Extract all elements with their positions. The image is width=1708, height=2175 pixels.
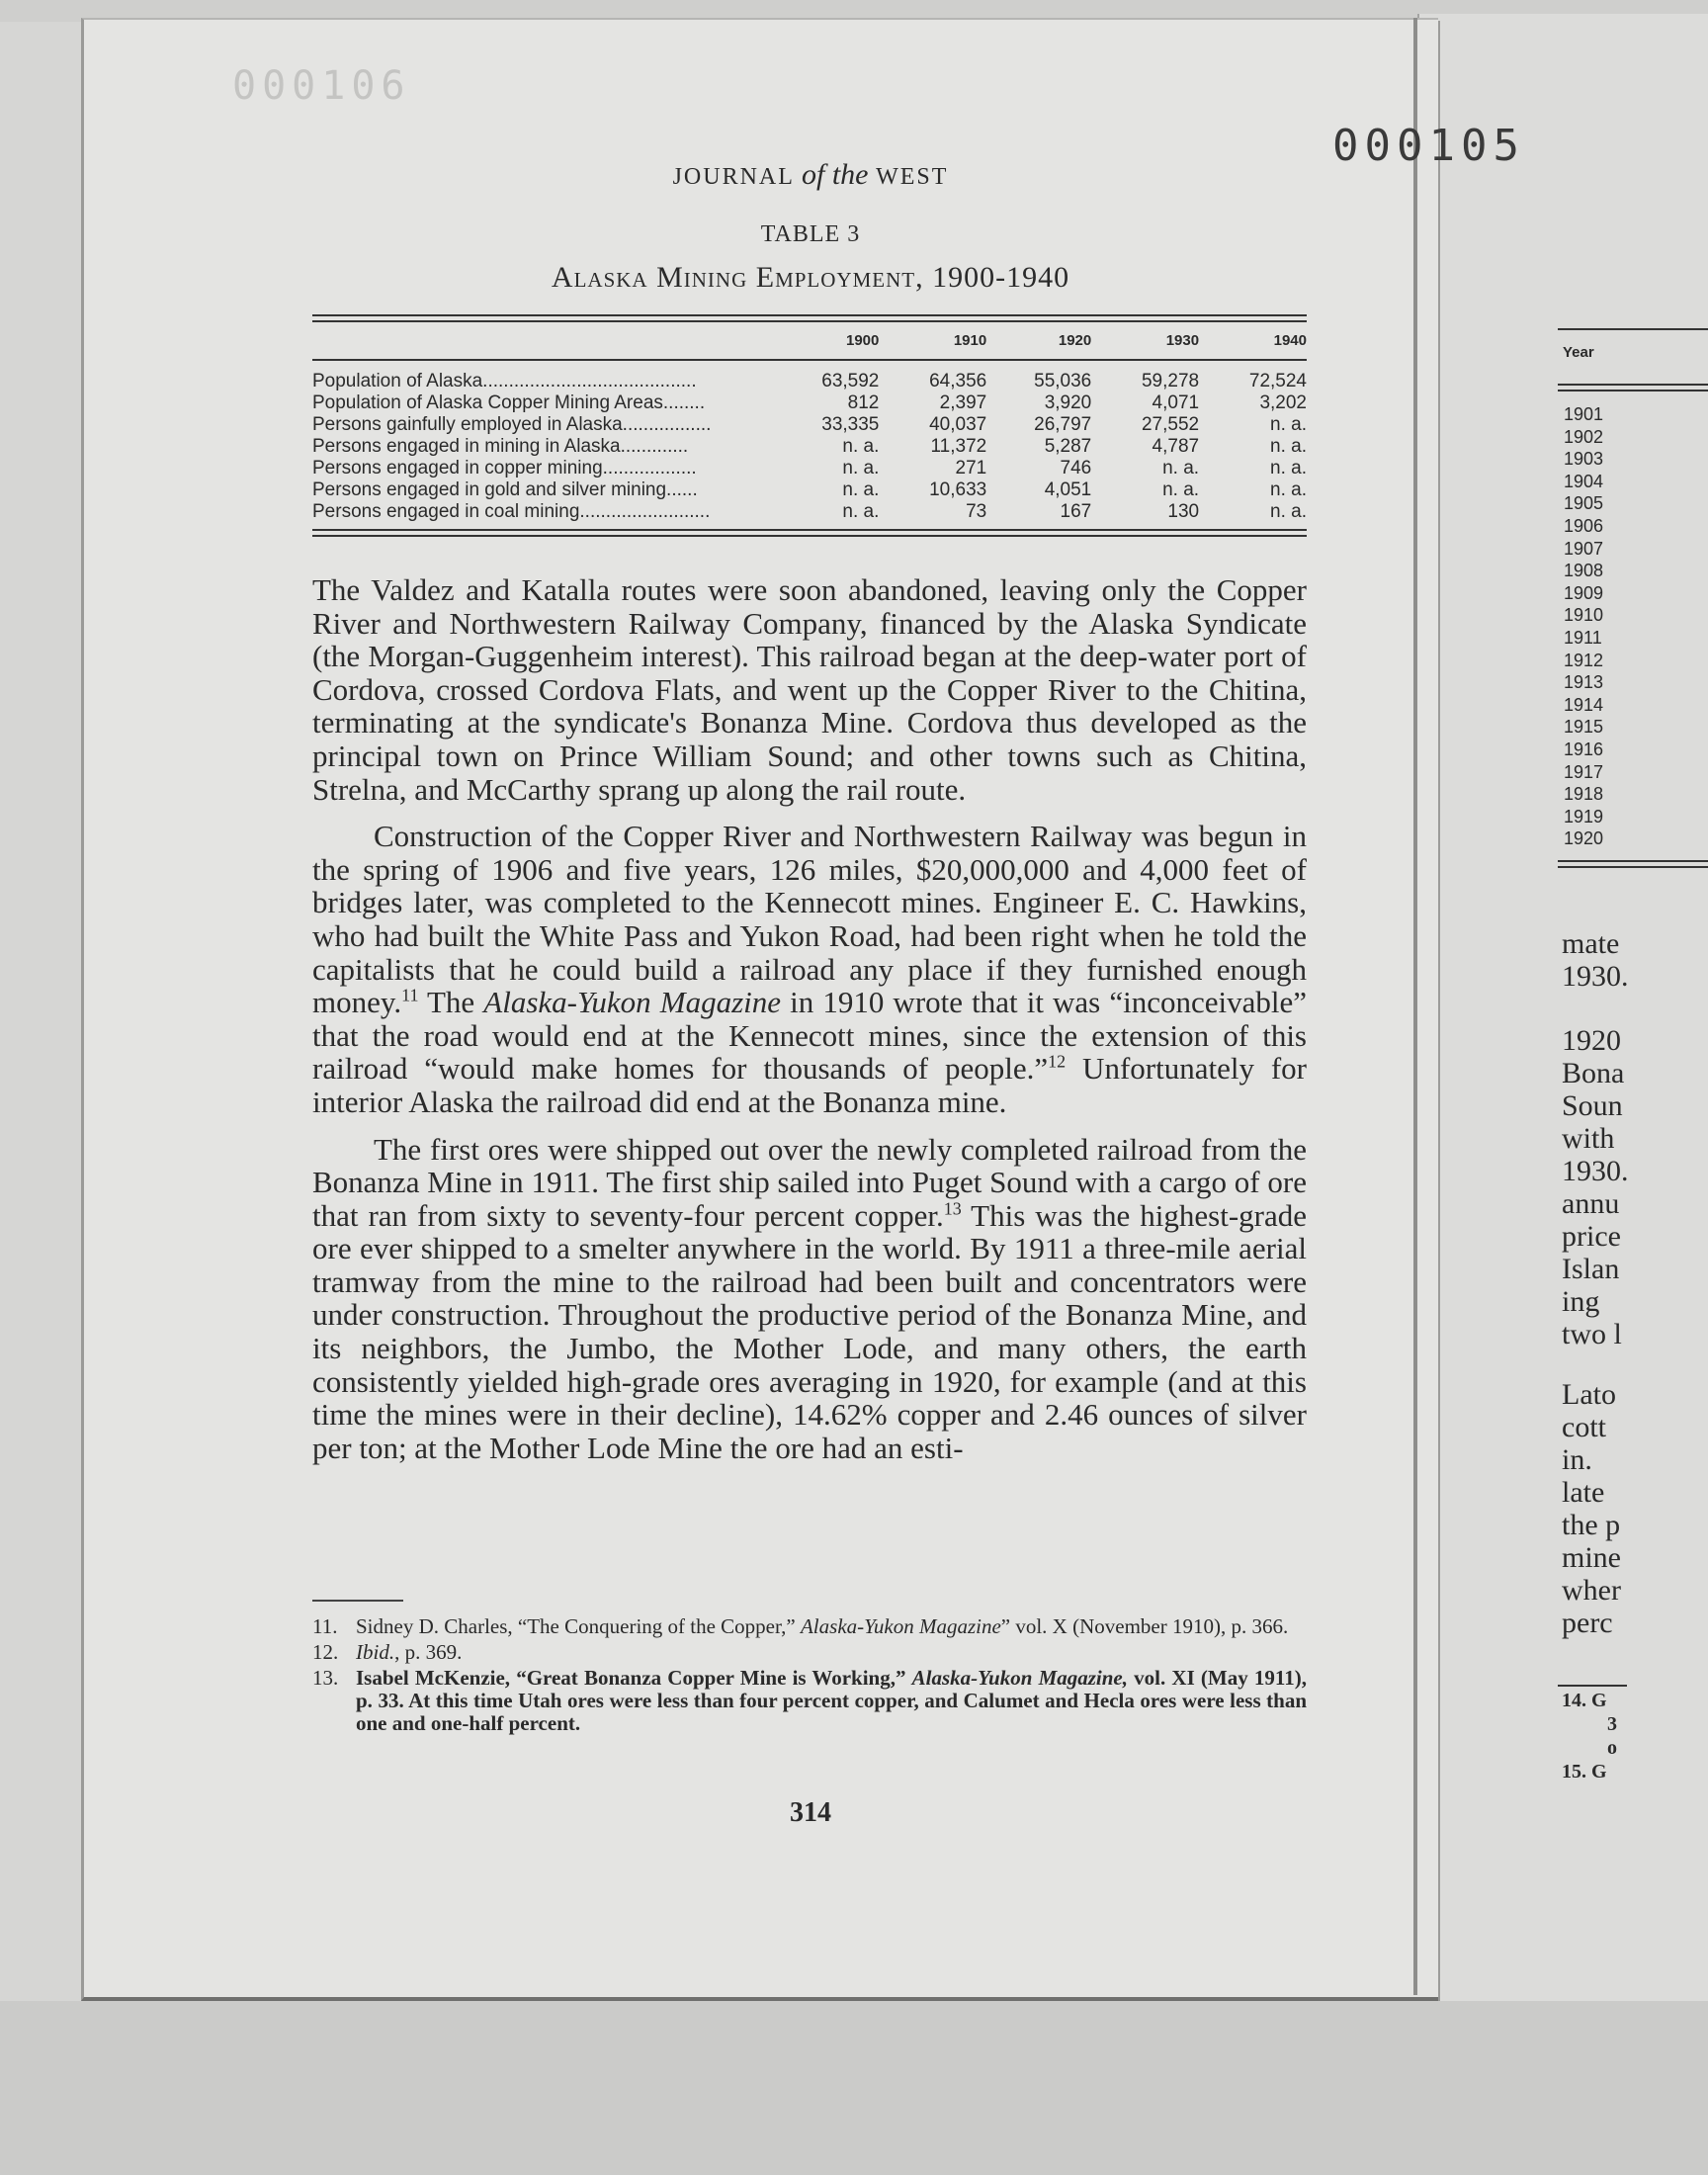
column-header: 1900 xyxy=(846,332,880,349)
column-header: 1940 xyxy=(1273,332,1307,349)
row-label: Persons engaged in gold and silver mining...... xyxy=(312,479,698,500)
adjacent-footnote: 3 xyxy=(1607,1713,1617,1735)
table-cell: 64,356 xyxy=(929,371,987,392)
adjacent-table-rule xyxy=(1558,384,1708,386)
adjacent-year: 1905 xyxy=(1564,493,1604,514)
table-header-row xyxy=(312,322,1307,359)
table-title: Alaska Mining Employment, 1900-1940 xyxy=(551,261,1070,294)
table-cell: 271 xyxy=(955,458,987,478)
table-cell: n. a. xyxy=(1270,479,1307,500)
table-cell: n. a. xyxy=(1270,458,1307,478)
footnote-ref: 12 xyxy=(1048,1051,1067,1072)
paragraph xyxy=(312,573,1307,806)
adjacent-fragment: 1930. xyxy=(1562,960,1629,993)
table-cell: n. a. xyxy=(1270,501,1307,522)
footnote-text xyxy=(356,1667,1307,1735)
table-cell: 3,202 xyxy=(1259,392,1307,413)
adjacent-year: 1918 xyxy=(1564,784,1604,805)
adjacent-fragment: annu xyxy=(1562,1187,1620,1220)
table-cell: 4,787 xyxy=(1152,436,1200,457)
table-cell: 4,051 xyxy=(1044,479,1092,500)
footnote-italic: Alaska-Yukon Magazine, xyxy=(911,1666,1128,1690)
adjacent-year: 1903 xyxy=(1564,449,1604,470)
paragraph xyxy=(312,1133,1307,1465)
journal-italic: of the xyxy=(802,158,869,191)
adjacent-page xyxy=(1417,14,1708,2001)
footnote xyxy=(312,1667,1307,1735)
table-cell: n. a. xyxy=(842,479,880,500)
table-cell: n. a. xyxy=(842,436,880,457)
paragraph-text: in 1910 wrote that it was “inconceivable” that the road would end at the Kennecott mines, since the extension of this railroad “would make homes for thousands of people.” xyxy=(312,985,1307,1087)
table-cell: 55,036 xyxy=(1034,371,1092,392)
label-header xyxy=(312,322,779,359)
column-header: 1930 xyxy=(1165,332,1200,349)
footnote-text xyxy=(356,1641,1307,1664)
adjacent-year: 1901 xyxy=(1564,404,1604,424)
footnote-italic: Ibid. xyxy=(356,1640,395,1664)
paragraph-text: Unfortunately for interior Alaska the railroad did end at the Bonanza mine. xyxy=(312,1051,1307,1119)
adjacent-year: 1913 xyxy=(1564,672,1604,693)
footnote-number: 12. xyxy=(312,1640,339,1664)
adjacent-year: 1914 xyxy=(1564,694,1604,715)
adjacent-table-rule xyxy=(1558,328,1708,330)
paragraph-text: The Valdez and Katalla routes were soon abandoned, leaving only the Copper River and Northwestern Railway Company, financed by the Alaska Syndicate (the Morgan-Guggenheim interest). This railroad began at the deep-water port of Cordova, crossed Cordova Flats, and went up the Copper River to the Chitina, terminating at the syndicate's Bonanza Mine. Cordova thus developed as the principal town on Prince William Sound; and other towns such as Chitina, Strelna, and McCarthy sprang up along the rail route. xyxy=(312,572,1307,807)
table-cell: n. a. xyxy=(1270,436,1307,457)
table-top-rule xyxy=(312,314,1307,316)
paragraph-text: Construction of the Copper River and Northwestern Railway was begun in the spring of 1906 and five years, 126 miles, $20,000,000 and 4,000 feet of bridges later, was completed to the Kennecott mines. Engineer E. C. Hawkins, who had built the White Pass and Yukon Road, had been right when he told the capitalists that he could build a railroad any place if they furnished enough money. xyxy=(312,819,1307,1020)
adjacent-fragment: mine xyxy=(1562,1541,1621,1574)
table-cell: 59,278 xyxy=(1141,371,1200,392)
adjacent-year: 1909 xyxy=(1564,582,1604,603)
footnote-text-part: , p. 369. xyxy=(394,1640,463,1664)
adjacent-fragment: with xyxy=(1562,1122,1615,1155)
table-bottom-rule xyxy=(312,529,1307,531)
page-number: 314 xyxy=(790,1797,831,1828)
table-cell: n. a. xyxy=(1270,414,1307,435)
adjacent-fragment: 1920 xyxy=(1562,1024,1621,1057)
row-label: Population of Alaska Copper Mining Areas........ xyxy=(312,392,706,413)
table-cell: 11,372 xyxy=(930,436,987,457)
adjacent-text-fragments xyxy=(1562,927,1629,1639)
table-row xyxy=(312,414,1307,436)
table-cell: 33,335 xyxy=(821,414,880,435)
adjacent-fragment: 1930. xyxy=(1562,1155,1629,1187)
column-header: 1910 xyxy=(953,332,987,349)
adjacent-fragment: ing xyxy=(1562,1285,1600,1318)
table-cell: 5,287 xyxy=(1044,436,1092,457)
footnote-text-part: Isabel McKenzie, “Great Bonanza Copper Mine is Working,” xyxy=(356,1666,912,1690)
table-cell: 130 xyxy=(1167,501,1200,522)
table-cell: n. a. xyxy=(1162,458,1200,478)
footnote-text-part: vol. XI (May 1911), p. 33. At this time Utah ores were less than four percent copper, and Calumet and Hecla ores were less than one and one-half percent. xyxy=(356,1666,1307,1735)
table-cell: n. a. xyxy=(842,501,880,522)
table-cell: n. a. xyxy=(1162,479,1200,500)
adjacent-footnotes xyxy=(1562,1689,1617,1784)
adjacent-year: 1902 xyxy=(1564,426,1604,447)
footnote xyxy=(312,1641,1307,1664)
table-row xyxy=(312,436,1307,458)
footnote-text-part: Sidney D. Charles, “The Conquering of the Copper,” xyxy=(356,1614,801,1638)
magazine-title: Alaska-Yukon Magazine xyxy=(483,985,782,1020)
adjacent-footnote: o xyxy=(1607,1737,1617,1759)
row-label: Persons engaged in mining in Alaska............. xyxy=(312,436,689,457)
table-row xyxy=(312,392,1307,414)
adjacent-table-rule xyxy=(1558,390,1708,392)
adjacent-fragment: late xyxy=(1562,1476,1605,1509)
table-cell: 73 xyxy=(966,501,987,522)
adjacent-year: 1904 xyxy=(1564,471,1604,491)
footnote-ref: 11 xyxy=(401,985,419,1005)
row-label: Population of Alaska......................................... xyxy=(312,371,697,392)
adjacent-footnote: 14. G xyxy=(1562,1690,1607,1711)
table-row xyxy=(312,501,1307,529)
row-label: Persons engaged in coal mining......................... xyxy=(312,501,711,522)
adjacent-fragment: wher xyxy=(1562,1574,1621,1607)
table-bottom-rule xyxy=(312,535,1307,537)
adjacent-year: 1908 xyxy=(1564,561,1604,581)
row-label: Persons engaged in copper mining.................. xyxy=(312,458,697,478)
journal-word: WEST xyxy=(876,164,949,190)
row-label: Persons gainfully employed in Alaska................. xyxy=(312,414,712,435)
table-row xyxy=(312,479,1307,501)
table-cell: 40,037 xyxy=(929,414,987,435)
adjacent-year: 1916 xyxy=(1564,739,1604,759)
adjacent-footnote-rule xyxy=(1558,1685,1627,1687)
table-cell: 167 xyxy=(1060,501,1092,522)
adjacent-fragment: cott xyxy=(1562,1411,1606,1443)
paragraph-text: The first ores were shipped out over the newly completed railroad from the Bonanza Mine in 1911. The first ship sailed into Puget Sound with a cargo of ore that ran from sixty to seventy-four percent copper. xyxy=(312,1131,1307,1233)
adjacent-fragment: mate xyxy=(1562,927,1620,960)
table-cell: n. a. xyxy=(842,458,880,478)
table-number: TABLE 3 xyxy=(760,221,861,247)
article-body xyxy=(312,573,1307,1478)
adjacent-year: 1912 xyxy=(1564,650,1604,670)
journal-word: JOURNAL xyxy=(672,164,795,190)
footnote-ref: 13 xyxy=(943,1198,962,1219)
adjacent-fragment: Bona xyxy=(1562,1057,1625,1089)
table-cell: 4,071 xyxy=(1152,392,1200,413)
column-header: 1920 xyxy=(1058,332,1092,349)
adjacent-year: 1917 xyxy=(1564,761,1604,782)
page-fold-edge xyxy=(1413,18,1417,1995)
running-header xyxy=(0,158,1621,192)
archive-stamp: 000105 xyxy=(1332,121,1525,171)
footnote-italic: Alaska-Yukon Magazine xyxy=(800,1614,1001,1638)
scan-background-bottom xyxy=(0,2001,1708,2175)
adjacent-fragment: price xyxy=(1562,1220,1621,1253)
adjacent-year-list xyxy=(1564,403,1603,850)
adjacent-year: 1906 xyxy=(1564,515,1604,536)
adjacent-year: 1919 xyxy=(1564,806,1604,826)
adjacent-fragment: the p xyxy=(1562,1509,1621,1541)
table-cell: 746 xyxy=(1060,458,1092,478)
adjacent-fragment: Islan xyxy=(1562,1253,1620,1285)
adjacent-fragment: in. xyxy=(1562,1443,1592,1476)
adjacent-year: 1907 xyxy=(1564,538,1604,559)
footnote-text xyxy=(356,1615,1307,1638)
table-cell: 63,592 xyxy=(821,371,880,392)
adjacent-year: 1920 xyxy=(1564,828,1604,849)
adjacent-year: 1910 xyxy=(1564,605,1604,626)
adjacent-fragment: Soun xyxy=(1562,1089,1623,1122)
table-row xyxy=(312,361,1307,392)
adjacent-footnote: 15. G xyxy=(1562,1761,1607,1783)
table-cell: 10,633 xyxy=(929,479,987,500)
faint-stamp-bleed: 000106 xyxy=(232,63,411,109)
table-cell: 812 xyxy=(847,392,880,413)
footnote-number: 13. xyxy=(312,1666,339,1690)
footnote-text-part: ” vol. X (November 1910), p. 366. xyxy=(1000,1614,1289,1638)
paragraph xyxy=(312,820,1307,1118)
footnotes xyxy=(312,1615,1307,1738)
adjacent-table-rule xyxy=(1558,860,1708,862)
table-cell: 27,552 xyxy=(1141,414,1200,435)
footnote-number: 11. xyxy=(312,1614,338,1638)
table-cell: 26,797 xyxy=(1034,414,1092,435)
footnote xyxy=(312,1615,1307,1638)
footnote-rule xyxy=(312,1600,403,1602)
adjacent-fragment: Lato xyxy=(1562,1378,1616,1411)
table-cell: 2,397 xyxy=(939,392,987,413)
paragraph-text: The xyxy=(418,985,484,1020)
adjacent-fragment: perc xyxy=(1562,1607,1613,1639)
table-cell: 3,920 xyxy=(1044,392,1092,413)
adjacent-fragment: two l xyxy=(1562,1318,1622,1350)
adjacent-year-header: Year xyxy=(1563,344,1594,361)
table-cell: 72,524 xyxy=(1248,371,1307,392)
table-row xyxy=(312,458,1307,479)
paragraph-text: This was the highest-grade ore ever shipped to a smelter anywhere in the world. By 1911 a three-mile aerial tramway from the mine to the railroad had been built and concentrators were under construction. Throughout the productive period of the Bonanza Mine, and its neighbors, the Jumbo, the Mother Lode, and many others, the earth consistently yielded high-grade ores averaging in 1920, for example (and at this time the mines were in their decline), 14.62% copper and 2.46 ounces of silver per ton; at the Mother Lode Mine the ore had an esti- xyxy=(312,1197,1307,1465)
adjacent-year: 1911 xyxy=(1564,627,1602,648)
adjacent-table-rule xyxy=(1558,866,1708,868)
mining-employment-table xyxy=(312,314,1307,537)
adjacent-year: 1915 xyxy=(1564,717,1604,738)
